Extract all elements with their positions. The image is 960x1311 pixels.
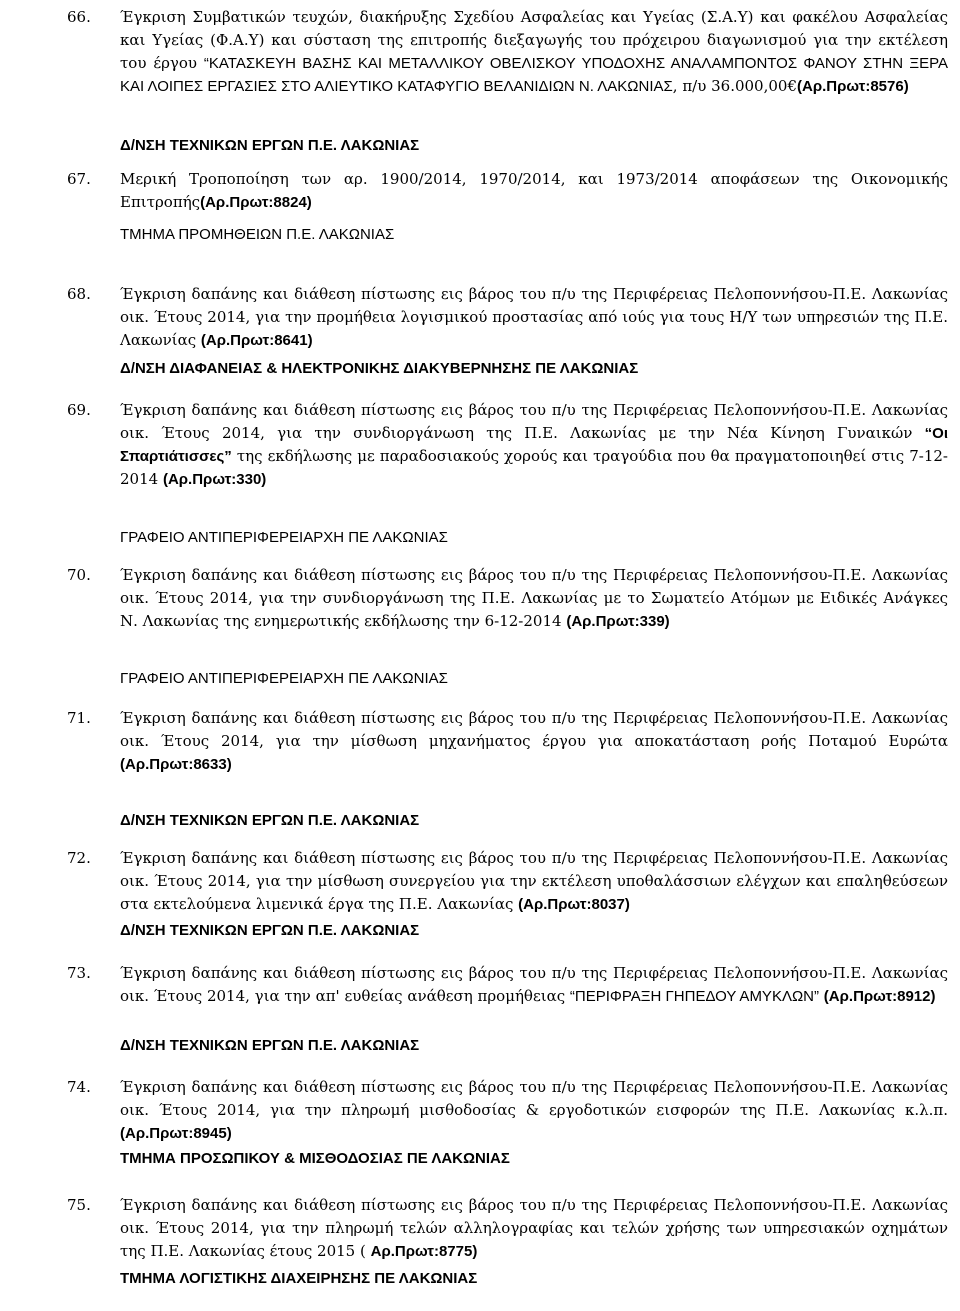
item-text [120,564,948,633]
department-label: ΓΡΑΦΕΙΟ ΑΝΤΙΠΕΡΙΦΕΡΕΙΑΡΧΗ ΠΕ ΛΑΚΩΝΙΑΣ [120,529,448,546]
item-text [120,1076,948,1145]
protocol-number: (Αρ.Πρωτ:8576) [797,78,909,95]
project-title: “ΠΕΡΙΦΡΑΞΗ ΓΗΠΕΔΟΥ ΑΜΥΚΛΩΝ” [569,988,820,1005]
item-text-part: Έγκριση δαπάνης και διάθεση πίστωσης εις βάρος του π/υ της Περιφέρειας Πελοποννήσου-Π.Ε. Λακωνίας οικ. Έτους 2014, για την συνδιοργάνωση της Π.Ε. Λακωνίας με το Σωματείο Ατόμων με Ειδικές Ανάγκες Ν. Λακωνίας της ενημερωτικής εκδήλωσης την 6-12-2014 [120,566,948,630]
department-label: Δ/ΝΣΗ ΤΕΧΝΙΚΩΝ ΕΡΓΩΝ Π.Ε. ΛΑΚΩΝΙΑΣ [120,922,420,939]
item-text-part: της εκδήλωσης με παραδοσιακούς χορούς και τραγούδια που θα πραγματοποιηθεί στις 7-12-2014 [120,447,948,488]
organization-name: “Οι Σπαρτιάτισσες” [120,425,948,465]
item-text [120,707,948,776]
department-label: ΤΜΗΜΑ ΛΟΓΙΣΤΙΚΗΣ ΔΙΑΧΕΙΡΗΣΗΣ ΠΕ ΛΑΚΩΝΙΑΣ [120,1270,478,1287]
protocol-number: (Αρ.Πρωτ:8633) [120,756,232,773]
item-text [120,1194,948,1263]
protocol-number: (Αρ.Πρωτ:339) [566,613,670,630]
item-number: 72. [67,849,91,867]
item-text-part: Έγκριση δαπάνης και διάθεση πίστωσης εις βάρος του π/υ της Περιφέρειας Πελοποννήσου-Π.Ε. Λακωνίας οικ. Έτους 2014, για την απ' ευθείας ανάθεση προμήθειας [120,964,948,1005]
department-label: Δ/ΝΣΗ ΤΕΧΝΙΚΩΝ ΕΡΓΩΝ Π.Ε. ΛΑΚΩΝΙΑΣ [120,137,420,154]
item-number: 73. [67,964,91,982]
item-number: 68. [67,285,91,303]
project-title: “ΚΑΤΑΣΚΕΥΗ ΒΑΣΗΣ ΚΑΙ ΜΕΤΑΛΛΙΚΟΥ ΟΒΕΛΙΣΚΟΥ ΥΠΟΔΟΧΗΣ ΑΝΑΛΑΜΠΟΝΤΟΣ ΦΑΝΟΥ ΣΤΗΝ ΞΕΡΑ ΚΑΙ ΛΟΙΠΕΣ ΕΡΓΑΣΙΕΣ ΣΤΟ ΑΛΙΕΥΤΙΚΟ ΚΑΤΑΦΥΓΙΟ ΒΕΛΑΝΙΔΙΩΝ Ν. ΛΑΚΩΝΙΑΣ [120,55,948,95]
department-label: Δ/ΝΣΗ ΔΙΑΦΑΝΕΙΑΣ & ΗΛΕΚΤΡΟΝΙΚΗΣ ΔΙΑΚΥΒΕΡΝΗΣΗΣ ΠΕ ΛΑΚΩΝΙΑΣ [120,360,639,377]
department-label: ΓΡΑΦΕΙΟ ΑΝΤΙΠΕΡΙΦΕΡΕΙΑΡΧΗ ΠΕ ΛΑΚΩΝΙΑΣ [120,670,448,687]
item-text-part: Έγκριση δαπάνης και διάθεση πίστωσης εις βάρος του π/υ της Περιφέρειας Πελοποννήσου-Π.Ε. Λακωνίας οικ. Έτους 2014, για την μίσθωση συνεργείου για την εκτέλεση υποθαλάσσιων ελέγχων και επαληθεύσεων στα εκτελούμενα λιμενικά έργα της Π.Ε. Λακωνίας [120,849,948,913]
item-number: 75. [67,1196,91,1214]
protocol-number: (Αρ.Πρωτ:8037) [518,896,630,913]
item-text-part: Έγκριση δαπάνης και διάθεση πίστωσης εις βάρος του π/υ της Περιφέρειας Πελοποννήσου-Π.Ε. Λακωνίας οικ. Έτους 2014, για την πληρωμή μισθοδοσίας & εργοδοτικών εισφορών της Π.Ε. Λακωνίας κ.λ.π. [120,1078,948,1119]
department-label: Δ/ΝΣΗ ΤΕΧΝΙΚΩΝ ΕΡΓΩΝ Π.Ε. ΛΑΚΩΝΙΑΣ [120,812,420,829]
protocol-number: (Αρ.Πρωτ:8824) [200,194,312,211]
item-text [120,962,948,1008]
department-label: ΤΜΗΜΑ ΠΡΟΜΗΘΕΙΩΝ Π.Ε. ΛΑΚΩΝΙΑΣ [120,226,395,243]
item-text-part: Έγκριση δαπάνης και διάθεση πίστωσης εις βάρος του π/υ της Περιφέρειας Πελοποννήσου-Π.Ε. Λακωνίας οικ. Έτους 2014, για την πληρωμή τελών αλληλογραφίας και τελών χρήσης των υπηρεσιακών οχημάτων της Π.Ε. Λακωνίας έτους 2015 ( [120,1196,948,1260]
item-text-part: Έγκριση Συμβατικών τευχών, διακήρυξης Σχεδίου Ασφαλείας και Υγείας (Σ.Α.Υ) και φακέλου Ασφαλείας και Υγείας (Φ.Α.Υ) και σύσταση της επιτροπής διεξαγωγής του πρόχειρου διαγωνισμού για την εκτέλεση του έργου [120,8,948,72]
protocol-number: (Αρ.Πρωτ:8945) [120,1125,232,1142]
item-text-part: Έγκριση δαπάνης και διάθεση πίστωσης εις βάρος του π/υ της Περιφέρειας Πελοποννήσου-Π.Ε. Λακωνίας οικ. Έτους 2014, για την μίσθωση μηχανήματος έργου για αποκατάσταση ροής Ποταμού Ευρώτα [120,709,948,750]
item-text [120,168,948,214]
item-number: 70. [67,566,91,584]
item-number: 67. [67,170,91,188]
item-number: 74. [67,1078,91,1096]
item-text-part: Έγκριση δαπάνης και διάθεση πίστωσης εις βάρος του π/υ της Περιφέρειας Πελοποννήσου-Π.Ε. Λακωνίας οικ. Έτους 2014, για την συνδιοργάνωση της Π.Ε. Λακωνίας με την Νέα Κίνηση Γυναικών [120,401,948,442]
item-text-part: Μερική Τροποποίηση των αρ. 1900/2014, 1970/2014, και 1973/2014 αποφάσεων της Οικονομικής Επιτροπής [120,170,948,211]
item-text [120,6,948,98]
item-text [120,399,948,491]
protocol-number: (Αρ.Πρωτ:8912) [823,988,936,1005]
protocol-number: Αρ.Πρωτ:8775) [370,1243,478,1260]
item-text-part: , π/υ 36.000,00€ [672,77,797,95]
item-number: 69. [67,401,91,419]
protocol-number: (Αρ.Πρωτ:330) [162,471,267,488]
protocol-number: (Αρ.Πρωτ:8641) [200,332,313,349]
department-label: ΤΜΗΜΑ ΠΡΟΣΩΠΙΚΟΥ & ΜΙΣΘΟΔΟΣΙΑΣ ΠΕ ΛΑΚΩΝΙΑΣ [120,1150,510,1167]
item-text-part: Έγκριση δαπάνης και διάθεση πίστωσης εις βάρος του π/υ της Περιφέρειας Πελοποννήσου-Π.Ε. Λακωνίας οικ. Έτους 2014, για την προμήθεια λογισμικού προστασίας από ιούς για τους Η/Υ των υπηρεσιών της Π.Ε. Λακωνίας [120,285,948,349]
item-number: 66. [67,8,91,26]
department-label: Δ/ΝΣΗ ΤΕΧΝΙΚΩΝ ΕΡΓΩΝ Π.Ε. ΛΑΚΩΝΙΑΣ [120,1037,420,1054]
item-text [120,283,948,352]
item-number: 71. [67,709,91,727]
item-text [120,847,948,916]
